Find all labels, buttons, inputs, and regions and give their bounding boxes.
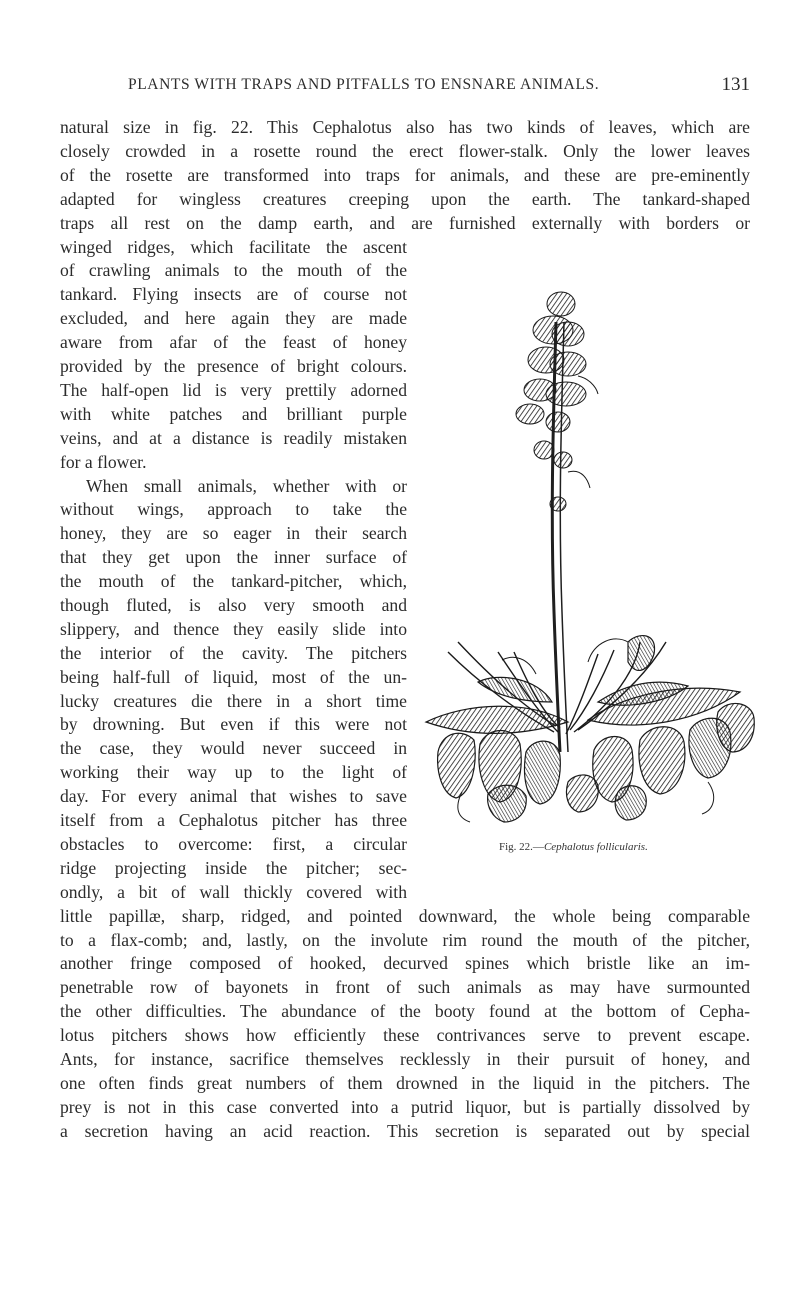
text-line: provided by the presence of bright colours. — [60, 355, 407, 376]
text-line: a secretion having an acid reaction. This secretion is separated out by special — [60, 1120, 750, 1141]
page-number: 131 — [721, 74, 750, 95]
cephalotus-plant-engraving — [418, 282, 768, 830]
caption-prefix: Fig. 22.— — [499, 841, 544, 853]
text-line: one often finds great numbers of them drowned in the liquid in the pitchers. The — [60, 1072, 750, 1093]
text-line: winged ridges, which facilitate the ascent — [60, 236, 407, 257]
text-line: the mouth of the tankard-pitcher, which, — [60, 571, 407, 592]
text-line: the interior of the cavity. The pitchers — [60, 642, 407, 663]
text-line: that they get upon the inner surface of — [60, 547, 407, 568]
text-line: obstacles to overcome: first, a circular — [60, 833, 407, 854]
column-paragraph-2 — [60, 475, 407, 905]
text-line: without wings, approach to take the — [60, 499, 407, 520]
text-line: though fluted, is also very smooth and — [60, 594, 407, 615]
running-title: PLANTS WITH TRAPS AND PITFALLS TO ENSNARE ANIMALS. — [128, 76, 600, 93]
text-line: ondly, a bit of wall thickly covered with — [60, 881, 407, 902]
text-line: the other difficulties. The abundance of the booty found at the bottom of Cepha- — [60, 1001, 750, 1022]
text-line: tankard. Flying insects are of course not — [60, 284, 407, 305]
column-paragraph-1 — [60, 236, 407, 475]
text-line: little papillæ, sharp, ridged, and pointed downward, the whole being comparable — [60, 905, 750, 926]
text-line: traps all rest on the damp earth, and are furnished externally with borders or — [60, 212, 750, 233]
text-line: itself from a Cephalotus pitcher has three — [60, 809, 407, 830]
text-line: working their way up to the light of — [60, 762, 407, 783]
text-line: ridge projecting inside the pitcher; sec- — [60, 857, 407, 878]
text-line: When small animals, whether with or — [86, 475, 407, 496]
text-line: excluded, and here again they are made — [60, 308, 407, 329]
text-line: lucky creatures die there in a short time — [60, 690, 407, 711]
text-line: honey, they are so eager in their search — [60, 523, 407, 544]
text-line: The half-open lid is very prettily adorned — [60, 379, 407, 400]
text-line: the case, they would never succeed in — [60, 738, 407, 759]
text-line: prey is not in this case converted into a putrid liquor, but is partially dissolved by — [60, 1096, 750, 1117]
text-line: of crawling animals to the mouth of the — [60, 260, 407, 281]
text-line: aware from afar of the feast of honey — [60, 332, 407, 353]
text-line: being half-full of liquid, most of the un- — [60, 666, 407, 687]
running-head — [60, 74, 750, 100]
figure-caption — [499, 841, 648, 853]
text-line: natural size in fig. 22. This Cephalotus also has two kinds of leaves, which are — [60, 117, 750, 137]
closing-paragraph — [60, 905, 750, 1144]
text-line: to a flax-comb; and, lastly, on the involute rim round the mouth of the pitcher, — [60, 929, 750, 950]
text-line: day. For every animal that wishes to save — [60, 786, 407, 807]
text-line: with white patches and brilliant purple — [60, 403, 407, 424]
text-line: veins, and at a distance is readily mistaken — [60, 427, 407, 448]
text-line: Ants, for instance, sacrifice themselves recklessly in their pursuit of honey, and — [60, 1049, 750, 1070]
caption-species: Cephalotus follicularis. — [543, 841, 648, 853]
text-line: penetrable row of bayonets in front of such animals as may have surmounted — [60, 977, 750, 998]
text-line: slippery, and thence they easily slide into — [60, 618, 407, 639]
text-line: closely crowded in a rosette round the erect flower-stalk. Only the lower leaves — [60, 140, 750, 161]
figure-illustration — [418, 282, 768, 830]
text-line: for a flower. — [60, 451, 147, 472]
text-line: adapted for wingless creatures creeping upon the earth. The tankard-shaped — [60, 188, 750, 209]
text-line: lotus pitchers shows how efficiently these contrivances serve to prevent escape. — [60, 1025, 750, 1046]
text-line: of the rosette are transformed into traps for animals, and these are pre-eminently — [60, 164, 750, 185]
text-line: another fringe composed of hooked, decurved spines which bristle like an im- — [60, 953, 750, 974]
text-line: by drowning. But even if this were not — [60, 714, 407, 735]
opening-paragraph — [60, 116, 750, 235]
